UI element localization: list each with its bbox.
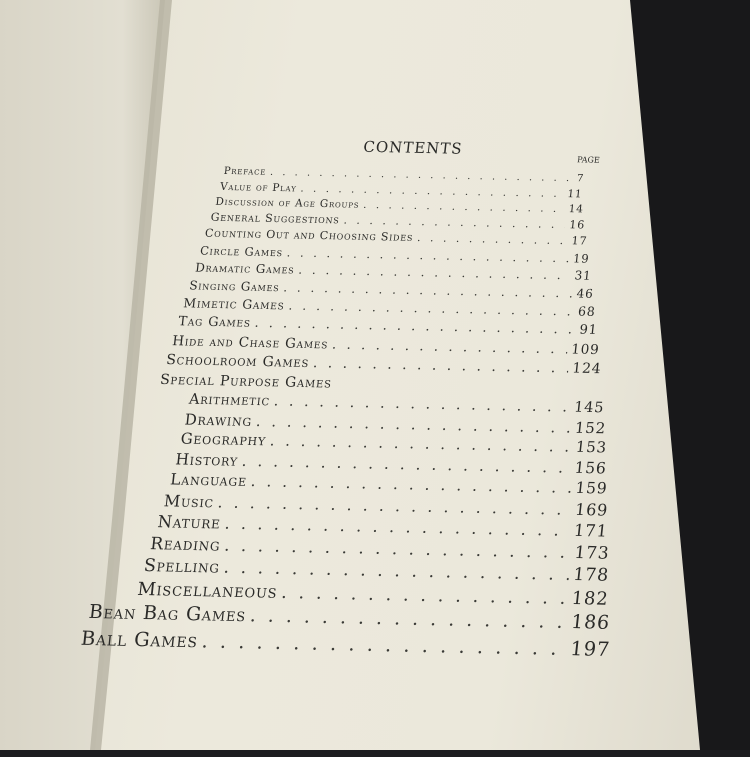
toc-leader-dots xyxy=(270,167,574,184)
toc-page-number: 11 xyxy=(566,188,583,201)
toc-leader-dots xyxy=(288,297,575,318)
toc-entry-title: History xyxy=(174,450,239,470)
toc-page-number: 16 xyxy=(568,218,586,232)
toc-entry-title: Counting Out and Choosing Sides xyxy=(204,226,414,244)
toc-page-number: 19 xyxy=(572,251,591,266)
toc-page-number: 156 xyxy=(573,458,608,478)
toc-page-number: 186 xyxy=(570,611,612,634)
toc-entry-title: General Suggestions xyxy=(210,210,341,227)
toc-entry-title: Bean Bag Games xyxy=(87,600,248,627)
toc-entry-special-purpose xyxy=(159,372,332,392)
toc-entry-title: Nature xyxy=(156,512,222,533)
toc-page-number: 173 xyxy=(573,542,611,564)
toc-entry-title: Language xyxy=(169,470,248,490)
toc-entry-title: Ball Games xyxy=(79,626,200,653)
toc-page-number: 178 xyxy=(572,564,611,586)
toc-page-number: 17 xyxy=(570,234,588,248)
toc-page-number: 145 xyxy=(573,399,606,417)
toc-leader-dots xyxy=(417,231,569,247)
toc-page-number: 153 xyxy=(574,437,608,457)
toc-page-number: 46 xyxy=(575,286,595,301)
toc-page-number: 152 xyxy=(574,418,607,438)
toc-entry-title: Drawing xyxy=(183,410,254,430)
toc-page-number: 14 xyxy=(568,203,585,216)
toc-entry-title: Value of Play xyxy=(219,180,298,195)
toc-leader-dots xyxy=(331,336,568,357)
toc-entry-title: Preface xyxy=(223,165,267,178)
toc-entry-title: Discussion of Age Groups xyxy=(214,195,361,211)
toc-page-number: 169 xyxy=(574,499,610,520)
toc-entry-title: Geography xyxy=(179,429,268,450)
toc-leader-dots xyxy=(273,393,571,415)
toc-page-number: 109 xyxy=(570,341,601,359)
toc-entry-title: Special Purpose Games xyxy=(159,371,333,392)
toc-entry-title: Dramatic Games xyxy=(194,260,296,277)
toc-page-number: 171 xyxy=(572,520,609,541)
toc-entry-title: Mimetic Games xyxy=(182,295,286,313)
toc-page-number: 91 xyxy=(578,322,599,338)
toc-page-number: 31 xyxy=(573,268,593,283)
toc-entry-title: Music xyxy=(162,491,215,512)
toc-leader-dots xyxy=(201,629,568,660)
toc-page-number: 68 xyxy=(577,303,597,319)
toc-entry-title: Tag Games xyxy=(177,314,252,331)
toc-entry-title: Spelling xyxy=(142,555,221,578)
toc-entry-title: Hide and Chase Games xyxy=(171,333,330,353)
page-column-label: PAGE xyxy=(576,155,601,165)
toc-entry-title: Reading xyxy=(149,534,222,556)
toc-leader-dots xyxy=(298,263,572,283)
toc-page-number: 197 xyxy=(569,637,612,661)
toc-leader-dots xyxy=(254,316,576,338)
toc-entry-title: Miscellaneous xyxy=(136,578,279,603)
toc-entry-title: Schoolroom Games xyxy=(165,352,311,372)
toc-entry-title: Circle Games xyxy=(199,243,284,260)
toc-page-number: 182 xyxy=(570,588,610,610)
toc-leader-dots xyxy=(312,355,569,376)
toc-leader-dots xyxy=(249,604,569,633)
toc-entry-title: Arithmetic xyxy=(188,391,271,410)
toc-page-number: 7 xyxy=(576,173,585,185)
toc-page-number: 124 xyxy=(571,360,603,378)
toc-leader-dots xyxy=(343,213,566,231)
toc-entry-title: Singing Games xyxy=(188,278,281,295)
contents-heading: CONTENTS xyxy=(362,137,464,158)
toc-page-number: 159 xyxy=(574,478,609,498)
toc-leader-dots xyxy=(363,199,566,215)
